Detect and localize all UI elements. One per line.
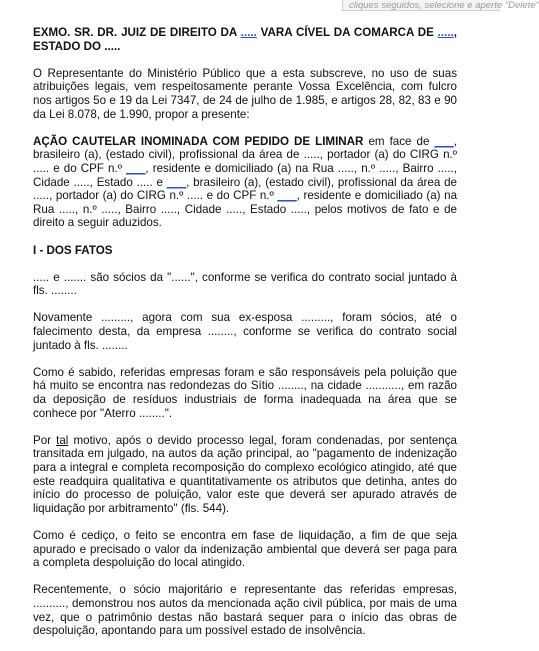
facts-paragraph-2: Novamente ........., agora com sua ex-esposa ........., foram sócios, até o falecimento desta, da empresa ........, conforme se verifica do contrato social juntado à fls. ........ — [33, 311, 457, 352]
intro-paragraph: O Representante do Ministério Público que a esta subscreve, no uso de suas atribuições legais, vem respeitosamente perante Vossa Excelência, com fulcro nos artigos 5o e 19 da Lei 7347, de 24 de julho de 1.985, e artigos 28, 82, 83 e 90 da Lei 8.078, de 1.990, propor a presente: — [33, 66, 457, 121]
facts-paragraph-5: Como é cediço, o feito se encontra em fase de liquidação, a fim de que seja apurado e precisado o valor da indenização ambiental que deverá ser paga para a completa despoluição do local atingido. — [33, 528, 457, 570]
action-paragraph: AÇÃO CAUTELAR INOMINADA COM PEDIDO DE LIMINAR em face de ___, brasileiro (a), (estado civil), profissional da área de ....., portador (a) do CIRG n.º ..... e do CPF n.º ___, residente e domiciliado (a) na Rua ....., n.º ....., Bairro ....., Cidade ....., Estado ..... e ___, brasileiro (a), (estado civil), profissional da área de ....., portador (a) do CIRG n.º ..... e do CPF n.º ___, residente e domiciliado (a) na Rua ....., n.º ....., Bairro ....., Cidade ....., Estado ....., pelos motivos de fato e de direito a seguir aduzidos. — [33, 134, 458, 230]
action-title: AÇÃO CAUTELAR INOMINADA COM PEDIDO DE LIMINAR — [33, 134, 364, 148]
facts-paragraph-3: Como é sabido, referidas empresas foram e são responsáveis pela poluição que há muito se encontra nas redondezas do Sítio ........, na cidade ..........., em razão da deposição de resíduos industriais de forma inadequada na área que se conhece por "Aterro ........". — [33, 365, 457, 420]
facts-paragraph-6: Recentemente, o sócio majoritário e representante das referidas empresas, .........., demonstrou nos autos da mencionada ação civil pública, por mais de uma vez, que o patrimônio destas não bastará sequer para o início das obras de despoluição, apontando para um possível estado de insolvência. — [33, 583, 457, 638]
blank-field-comarca[interactable]: ..... — [437, 26, 454, 39]
blank-field-name-2[interactable]: ___ — [166, 175, 187, 189]
blank-field-vara[interactable]: ..... — [240, 26, 257, 39]
underlined-word: tal — [56, 433, 69, 447]
section-title: I - DOS FATOS — [33, 243, 113, 257]
facts-paragraph-4: Por tal motivo, após o devido processo legal, foram condenadas, por sentença transitada em julgado, na autos da ação principal, ao "pagamento de indenização para a integral e completa recomposição do complexo ecológico atingido, até que este readquira qualitativa e quantitativamente os atributos que detinha, antes do início do processo de poluição, valor este que deverá ser apurado através de liquidação por arbitramento" (fls. 544). — [33, 433, 458, 515]
facts-paragraph-1: ..... e ....... são sócios da "......", conforme se verifica do contrato social juntado à fls. ........ — [33, 270, 457, 298]
edit-hint-tooltip: cliques seguidos, selecione e aperte "Delete" — [342, 0, 500, 11]
court-heading: EXMO. SR. DR. JUIZ DE DIREITO DA ..... VARA CÍVEL DA COMARCA DE ....., ESTADO DO ..... — [33, 26, 457, 53]
petition-document — [33, 26, 457, 651]
blank-field-name-1[interactable]: ___ — [434, 134, 454, 148]
blank-field-cpf-2[interactable]: ___ — [277, 189, 297, 203]
blank-field-cpf-1[interactable]: ___ — [126, 161, 146, 175]
